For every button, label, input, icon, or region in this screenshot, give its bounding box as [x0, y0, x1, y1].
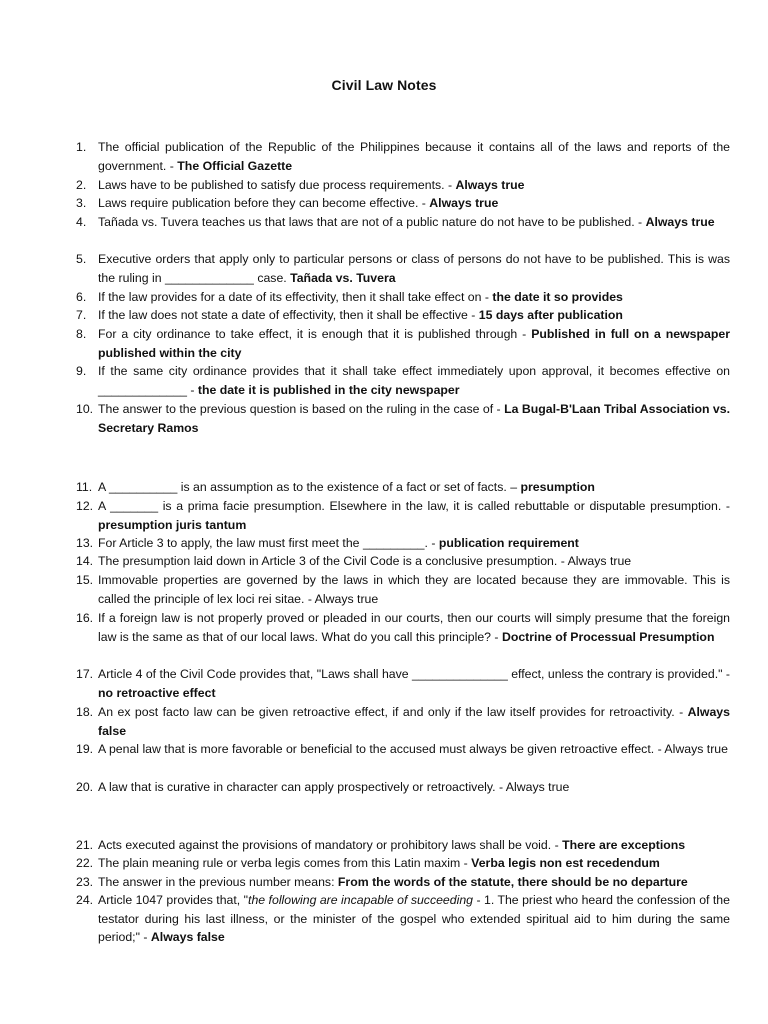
- item-answer: Always true: [455, 178, 525, 192]
- item-text: The official publication of the Republic of the Philippines because it contains all of the laws and reports of the government. -: [98, 140, 730, 173]
- item-number: 9.: [76, 364, 87, 378]
- item-text: Article 4 of the Civil Code provides that, "Laws shall have ______________ effect, unless the contrary is provided." -: [98, 667, 730, 681]
- list-item: [76, 703, 730, 740]
- item-text: Laws require publication before they can become effective. -: [98, 196, 430, 210]
- list-item: [76, 534, 730, 553]
- item-answer: There are exceptions: [562, 838, 686, 852]
- list-item: [76, 306, 730, 325]
- list-item: [76, 778, 730, 797]
- item-answer: presumption juris tantum: [98, 517, 247, 532]
- item-answer: Doctrine of Processual Presumption: [501, 629, 715, 644]
- list-item: [76, 288, 730, 307]
- item-answer: the date it so provides: [492, 290, 623, 304]
- item-answer: La Bugal-B'Laan Tribal Association vs. Secretary Ramos: [98, 402, 730, 435]
- item-text: The answer in the previous number means:: [98, 875, 338, 889]
- item-number: 16.: [76, 611, 94, 625]
- item-answer: From the words of the statute, there should be no departure: [337, 875, 688, 889]
- item-number: 10.: [76, 402, 94, 416]
- list-item: [76, 836, 730, 855]
- item-answer: Always true: [314, 591, 379, 606]
- item-text: If a foreign law is not properly proved or pleaded in our courts, then our courts will simply presume that the foreign law is the same as that of our local laws. What do you call this principle? -: [98, 611, 730, 644]
- item-number: 22.: [76, 856, 94, 870]
- list-item: [76, 665, 730, 702]
- item-answer: Always true: [645, 215, 715, 229]
- item-text: For Article 3 to apply, the law must first meet the _________. -: [98, 536, 439, 550]
- item-text: A _______ is a prima facie presumption. Elsewhere in the law, it is called rebuttable or disputable presumption. -: [98, 499, 730, 513]
- item-number: 13.: [76, 536, 94, 550]
- item-number: 2.: [76, 178, 87, 192]
- item-answer: the date it is published in the city newspaper: [197, 382, 460, 397]
- item-number: 8.: [76, 327, 87, 341]
- item-number: 24.: [76, 893, 94, 907]
- list-item: [76, 213, 730, 232]
- item-text: The presumption laid down in Article 3 of the Civil Code is a conclusive presumption. -: [98, 554, 568, 568]
- item-answer: Always true: [567, 554, 632, 568]
- item-text: An ex post facto law can be given retroactive effect, if and only if the law itself provides for retroactivity. -: [98, 705, 688, 719]
- item-answer: Always true: [505, 780, 570, 794]
- item-text: Laws have to be published to satisfy due process requirements. -: [98, 178, 456, 192]
- list-item: [76, 854, 730, 873]
- item-number: 5.: [76, 252, 87, 266]
- item-answer: Published in full on a newspaper published within the city: [98, 327, 730, 360]
- item-answer: publication requirement: [438, 536, 579, 550]
- item-number: 12.: [76, 499, 94, 513]
- list-item: [76, 609, 730, 646]
- item-answer: presumption: [520, 480, 595, 494]
- item-answer: 15 days after publication: [478, 308, 623, 322]
- item-answer: Always true: [664, 742, 728, 756]
- list-item: [76, 362, 730, 399]
- item-text: If the same city ordinance provides that it shall take effect immediately upon approval, it becomes effective on _____________ -: [98, 364, 730, 397]
- item-number: 11.: [76, 480, 93, 494]
- list-item: [76, 873, 730, 892]
- item-answer: Always true: [429, 196, 499, 210]
- item-number: 18.: [76, 705, 94, 719]
- list-item: [76, 497, 730, 534]
- document-title: Civil Law Notes: [331, 77, 437, 93]
- item-answer: Always false: [98, 705, 730, 738]
- item-number: 14.: [76, 554, 94, 568]
- item-answer: no retroactive effect: [98, 685, 216, 700]
- item-number: 21.: [76, 838, 94, 852]
- item-text: A __________ is an assumption as to the existence of a fact or set of facts. –: [98, 480, 521, 494]
- list-item: [76, 250, 730, 287]
- item-number: 6.: [76, 290, 87, 304]
- item-text: Acts executed against the provisions of mandatory or prohibitory laws shall be void. -: [98, 838, 563, 852]
- item-answer: Verba legis non est recedendum: [471, 856, 660, 870]
- item-text: Article 1047 provides that, ": [98, 893, 249, 907]
- item-answer: Always false: [150, 930, 225, 945]
- item-answer: The Official Gazette: [177, 158, 293, 173]
- list-item: [76, 176, 730, 195]
- item-text: Tañada vs. Tuvera teaches us that laws that are not of a public nature do not have to be published. -: [98, 215, 646, 229]
- item-text: For a city ordinance to take effect, it is enough that it is published through -: [98, 327, 532, 341]
- list-item: [76, 478, 730, 497]
- list-item: [76, 552, 730, 571]
- item-text: A penal law that is more favorable or beneficial to the accused must always be given retroactive effect. -: [98, 742, 665, 756]
- list-item: [76, 138, 730, 175]
- item-text: If the law does not state a date of effectivity, then it shall be effective -: [98, 308, 479, 322]
- item-text: Immovable properties are governed by the laws in which they are located because they are immovable. This is called the principle of lex loci rei sitae. -: [98, 573, 730, 606]
- list-item: [76, 571, 730, 608]
- item-number: 17.: [76, 667, 94, 681]
- list-item: [76, 891, 730, 947]
- item-text-continued: - 1. The priest who heard the confession of the testator during his last illness, or the minister of the gospel who extended spiritual aid to him during the same period;" -: [98, 893, 730, 945]
- item-number: 4.: [76, 215, 87, 229]
- item-text-italic: the following are incapable of succeeding: [248, 893, 474, 907]
- list-item: [76, 400, 730, 437]
- item-number: 23.: [76, 875, 94, 889]
- list-item: [76, 325, 730, 362]
- list-item: [76, 740, 730, 759]
- item-text: A law that is curative in character can apply prospectively or retroactively. -: [98, 780, 506, 794]
- item-text: The plain meaning rule or verba legis comes from this Latin maxim -: [98, 856, 472, 870]
- item-number: 19.: [76, 742, 94, 756]
- item-text: Executive orders that apply only to particular persons or class of persons do not have to be published. This is was the ruling in _____________ case.: [98, 252, 730, 285]
- item-number: 7.: [76, 308, 87, 322]
- item-number: 15.: [76, 573, 94, 587]
- item-number: 3.: [76, 196, 87, 210]
- item-answer: Tañada vs. Tuvera: [290, 270, 396, 285]
- item-number: 20.: [76, 780, 94, 794]
- list-item: [76, 194, 730, 213]
- item-text: The answer to the previous question is based on the ruling in the case of -: [98, 402, 505, 416]
- item-text: If the law provides for a date of its effectivity, then it shall take effect on -: [98, 290, 493, 304]
- item-number: 1.: [76, 140, 87, 154]
